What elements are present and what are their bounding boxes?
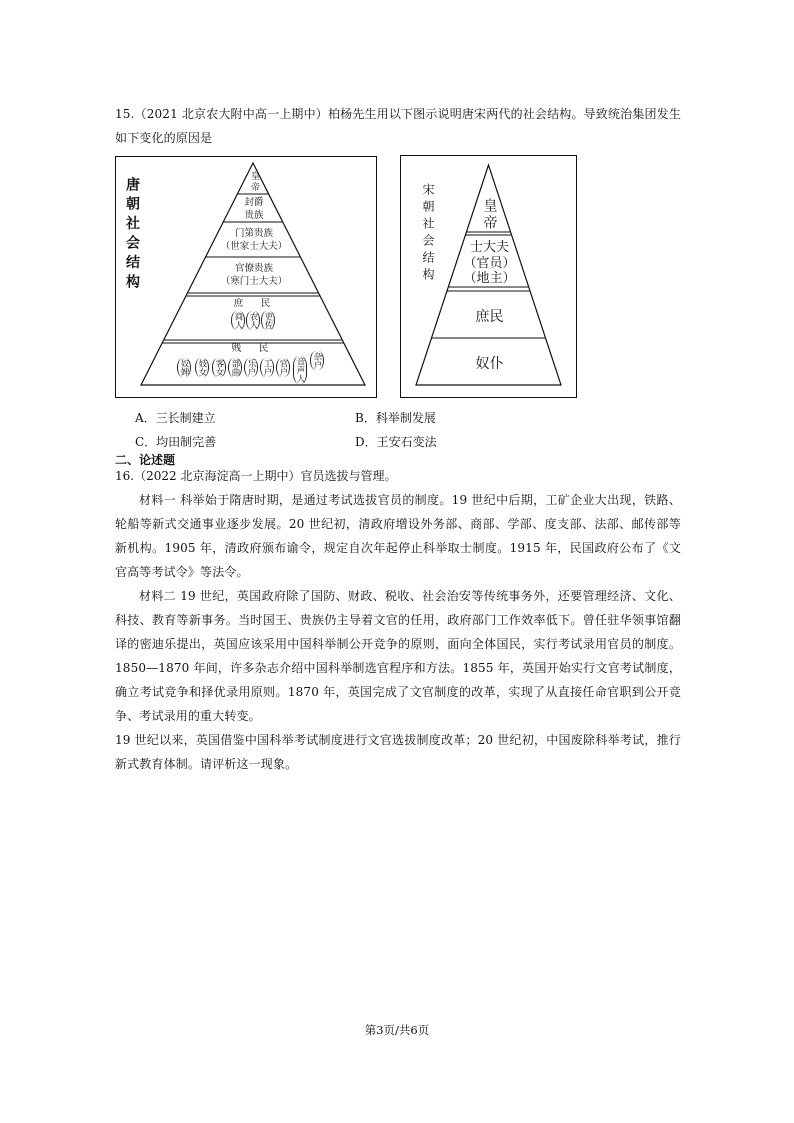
song-diagram-title: 宋朝社会结构	[421, 183, 435, 285]
tang-titled-nobility-line1: 封爵	[244, 197, 264, 208]
tang-structure-diagram	[115, 156, 377, 398]
tang-base-group: 杂户	[312, 352, 322, 369]
tang-diagram-title: 唐朝社会结构	[124, 177, 140, 294]
tang-base-group: 部曲	[230, 359, 240, 376]
tang-base-group: 官户	[278, 359, 288, 376]
tang-emperor-label: 皇帝	[249, 171, 259, 193]
option-d: D．王安石变法	[355, 435, 437, 449]
page-number: 第3页/共6页	[364, 1023, 430, 1037]
tang-base-group: 音声人	[295, 357, 305, 383]
tang-official-nobility-label	[221, 263, 288, 288]
option-c: C．均田制完善	[135, 435, 217, 449]
tang-commoner-group: 吏佐	[263, 312, 273, 329]
tang-base-group: 乐户	[246, 359, 256, 376]
material-one-label: 材料一	[139, 493, 177, 507]
tang-commoner-group: 商人	[233, 312, 243, 329]
tang-gentry-nobility-label	[221, 228, 288, 253]
tang-titled-nobility-line2: 贵族	[244, 209, 264, 221]
song-servants-label: 奴仆	[475, 356, 504, 372]
material-two-text: 19 世纪，英国政府除了国防、财政、税收、社会治安等传统事务外，还要管理经济、文化、科技、教育等新事务。当时国王、贵族仍主导着文官的任用，政府部门工作效率低下。曾任驻华领事馆翻译的密迪乐提出，英国应该采用中国科举制公开竞争的原则，面向全体国民，实行考试录用官员的制度。1850—1870 年间，许多杂志介绍中国科举制选官程序和方法。1855 年，英国开始实行文官考试制度，确立考试竞争和择优录用原则。1870 年，英国完成了文官制度的改革，实现了从直接任命官职到公开竞争、考试录用的重大转变。	[115, 589, 682, 723]
content-column	[115, 102, 681, 776]
option-a: A．三长制建立	[135, 411, 216, 425]
material-one	[115, 488, 681, 584]
tang-base-group: 奴婢	[179, 359, 189, 376]
song-scholar-officials-line1: 士大夫	[469, 240, 510, 255]
material-two-label: 材料二	[139, 589, 177, 603]
song-scholar-officials-line2: （官员）	[463, 255, 516, 271]
material-two	[115, 584, 681, 728]
material-one-text: 科举始于隋唐时期，是通过考试选拔官员的制度。19 世纪中后期，工矿企业大出现，铁路、轮船等新式交通事业逐步发展。20 世纪初，清政府增设外务部、商部、学部、度支部、法部、邮传部等新机构。1905 年，清政府颁布谕令，规定自次年起停止科举取士制度。1915 年，民国政府公布了《文官高等考试令》等法令。	[115, 493, 682, 579]
song-scholar-officials-label	[463, 240, 515, 287]
question-15-options	[115, 406, 681, 454]
tang-commoner-group: 农人	[248, 312, 258, 329]
question-16-stem: 16.（2022 北京海淀高一上期中）官员选拔与管理。	[115, 469, 397, 483]
tang-official-nobility-line1: 官僚贵族	[234, 263, 274, 274]
tang-gentry-nobility-line2: （世家士大夫）	[220, 240, 288, 252]
tang-commoner-groups	[231, 311, 275, 330]
song-commoners-label: 庶民	[475, 309, 504, 325]
tang-titled-nobility-label	[244, 197, 263, 222]
tang-base-group: 妓女	[197, 359, 207, 376]
tang-commoners-label: 庶 民	[233, 298, 275, 309]
tang-official-nobility-line2: （寒门士大夫）	[220, 275, 288, 287]
social-structure-figures	[115, 154, 681, 398]
song-emperor-label: 皇帝	[481, 198, 498, 232]
song-scholar-officials-line3: （地主）	[463, 271, 516, 286]
question-16-prompt: 19 世纪以来，英国借鉴中国科举考试制度进行文官选拔制度改革；20 世纪初，中国废除科举考试，推行新式教育体制。请评析这一现象。	[115, 733, 681, 771]
tang-base-group: 客女	[214, 359, 224, 376]
tang-base-group: 工户	[262, 359, 272, 376]
section-heading: 二、论述题	[115, 453, 176, 467]
tang-gentry-nobility-line1: 门第贵族	[234, 228, 274, 239]
question-15-stem: 15.（2021 北京农大附中高一上期中）柏杨先生用以下图示说明唐宋两代的社会结构。导致统治集团发生如下变化的原因是	[115, 107, 681, 145]
option-b: B．科举制发展	[355, 411, 436, 425]
tang-base-people-label: 贱 民	[231, 343, 273, 354]
song-structure-diagram	[400, 155, 577, 398]
